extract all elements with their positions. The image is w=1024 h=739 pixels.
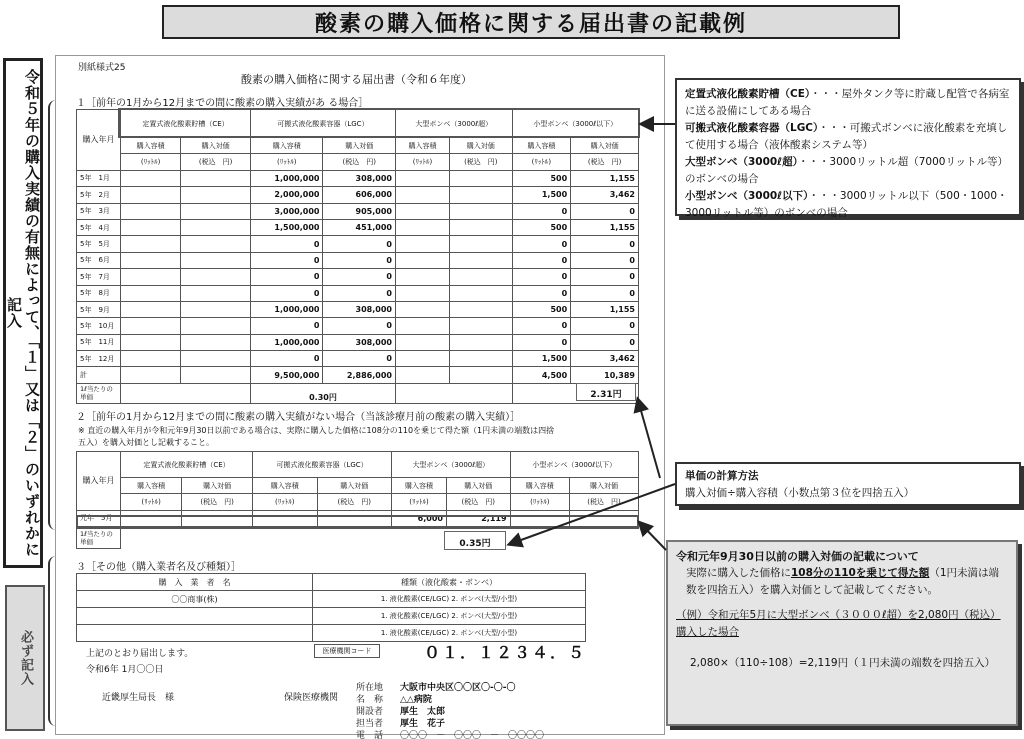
month-cell: 5年 6月: [77, 252, 121, 268]
header-vol-unit: (ﾘｯﾄﾙ): [250, 154, 323, 170]
type-small-title: 小型ボンベ（3000ℓ以下）: [685, 190, 809, 202]
type-option-3: 1. 液化酸素(CE/LGC) 2. ボンベ(大型/小型): [313, 625, 586, 642]
header-price: 購入対価: [571, 138, 639, 154]
founder-value: 厚生 太郎: [400, 707, 446, 717]
month-cell: 5年 7月: [77, 269, 121, 285]
header-vol-unit: (ﾘｯﾄﾙ): [121, 154, 181, 170]
s2-large-vol: 6,000: [392, 510, 447, 526]
header-vol: 購入容積: [253, 478, 317, 494]
small-vol-cell: 1,500: [512, 187, 571, 203]
form-title: 酸素の購入価格に関する届出書（令和６年度）: [241, 73, 472, 86]
left-label-required-text: 必ず記入: [18, 630, 33, 686]
lgc-vol-cell: 1,000,000: [250, 301, 323, 317]
institution-label: 保険医療機関: [284, 693, 339, 703]
month-cell: 5年 9月: [77, 301, 121, 317]
month-cell: 計: [77, 367, 121, 383]
type-lgc-title: 可搬式液化酸素容器（LGC）: [685, 122, 819, 134]
header-small: 小型ボンベ（3000ℓ以下）: [510, 452, 638, 478]
lgc-vol-cell: 1,000,000: [250, 334, 323, 350]
small-price-cell: 1,155: [571, 219, 639, 235]
small-vol-cell: 0: [512, 318, 571, 334]
header-lgc: 可搬式液化酸素容器（LGC）: [250, 110, 395, 138]
section-2-note-line2: 五入）を購入対価とし記載すること。: [78, 438, 214, 447]
reiwa-formula: 2,080×（110÷108）=2,119円（１円未満の端数を四捨五入）: [690, 657, 996, 669]
small-vol-cell: 0: [512, 252, 571, 268]
addr-value: 大阪市中央区〇〇区〇-〇-〇: [400, 683, 516, 693]
header-price: 購入対価: [450, 138, 513, 154]
code-label: 医療機関コード: [314, 644, 380, 658]
small-vol-cell: 0: [512, 285, 571, 301]
small-vol-cell: 500: [512, 219, 571, 235]
header-ce: 定置式液化酸素貯槽（CE）: [121, 110, 251, 138]
lgc-vol-cell: 0: [250, 318, 323, 334]
header-ce: 定置式液化酸素貯槽（CE）: [121, 452, 253, 478]
lgc-vol-cell: 0: [250, 351, 323, 367]
arrow-reiwa: [640, 523, 666, 550]
s2-unit-price-box: 0.35円: [444, 531, 506, 550]
lgc-vol-cell: 1,500,000: [250, 219, 323, 235]
type-option-2: 1. 液化酸素(CE/LGC) 2. ボンベ(大型/小型): [313, 608, 586, 625]
small-vol-cell: 0: [512, 236, 571, 252]
month-cell: 5年 8月: [77, 285, 121, 301]
form-number: 別紙様式25: [78, 63, 126, 73]
header-price-unit: (税込 円): [446, 494, 510, 510]
addressee: 近畿厚生局長 様: [102, 693, 175, 703]
header-price-unit: (税込 円): [450, 154, 513, 170]
left-label-main-text: 令和５年の購入実績の有無によって、「１」又は「２」のいずれかに記入: [5, 68, 41, 558]
type-ce-title: 定置式液化酸素貯槽（CE）: [685, 88, 811, 100]
header-price-unit: (税込 円): [181, 154, 251, 170]
header-price: 購入対価: [570, 478, 639, 494]
section-1-heading: １［前年の1月から12月までの間に酸素の購入実績があ る場合］: [76, 98, 369, 109]
lgc-vol-cell: 0: [250, 236, 323, 252]
lgc-price-cell: 2,886,000: [323, 367, 396, 383]
lgc-price-cell: 308,000: [323, 301, 396, 317]
reiwa-body-b: 108分の110を乗じて得た額: [791, 567, 930, 579]
header-price: 購入対価: [317, 478, 392, 494]
calc-body: 購入対価÷購入容積（小数点第３位を四捨五入）: [685, 487, 915, 499]
header-vol: 購入容積: [392, 478, 447, 494]
type-header: 種類（液化酸素・ボンベ）: [313, 574, 586, 591]
statement: 上記のとおり届出します。: [86, 649, 194, 659]
month-cell: 5年 5月: [77, 236, 121, 252]
type-small-desc: ・・・3000リットル以下（500・1000・3000リットル等）のボンベの場合: [685, 190, 1008, 219]
lgc-vol-cell: 0: [250, 269, 323, 285]
header-price: 購入対価: [181, 138, 251, 154]
month-cell: 5年 12月: [77, 351, 121, 367]
month-cell: 5年 10月: [77, 318, 121, 334]
header-vol: 購入容積: [250, 138, 323, 154]
reiwa-title: 令和元年9月30日以前の購入対価の記載について: [676, 550, 919, 563]
header-month: 購入年月: [77, 452, 121, 511]
header-price-unit: (税込 円): [182, 494, 253, 510]
reiwa-example: （例）令和元年5月に大型ボンベ（３０００ℓ超）を2,080円（税込）購入した場合: [676, 609, 1001, 638]
institution-code: ０１．１２３４．５: [424, 643, 587, 662]
header-vol-unit: (ﾘｯﾄﾙ): [510, 494, 570, 510]
month-cell: 5年 4月: [77, 219, 121, 235]
lgc-vol-cell: 3,000,000: [250, 203, 323, 219]
section-2-heading: ２［前年の1月から12月までの間に酸素の購入実績がない場合（当該診療月前の酸素の購入実績）］: [76, 412, 521, 423]
reiwa-body-a: 実際に購入した価格に: [686, 567, 791, 579]
header-vol-unit: (ﾘｯﾄﾙ): [253, 494, 317, 510]
arrow-calc-up: [638, 400, 660, 478]
header-vol: 購入容積: [512, 138, 571, 154]
page-banner-title: 酸素の購入価格に関する届出書の記載例: [162, 5, 900, 39]
lgc-price-cell: 0: [323, 252, 396, 268]
type-option-1: 1. 液化酸素(CE/LGC) 2. ボンベ(大型/小型): [313, 591, 586, 608]
vendor-name: 〇〇商事(株): [77, 591, 313, 608]
vendor-header: 購 入 業 者 名: [77, 574, 313, 591]
submission-date: 令和6年 1月〇〇日: [86, 665, 164, 675]
lgc-price-cell: 308,000: [323, 170, 396, 186]
s2-unit-label: 1ℓ当たりの単価: [77, 527, 121, 549]
header-vol: 購入容積: [510, 478, 570, 494]
small-price-cell: 0: [571, 318, 639, 334]
lgc-price-cell: 0: [323, 269, 396, 285]
month-cell: 5年 3月: [77, 203, 121, 219]
lgc-price-cell: 308,000: [323, 334, 396, 350]
unit-price-small-box: 2.31円: [576, 383, 636, 401]
header-large: 大型ボンベ（3000ℓ超）: [392, 452, 510, 478]
header-price-unit: (税込 円): [317, 494, 392, 510]
lgc-vol-cell: 1,000,000: [250, 170, 323, 186]
small-price-cell: 1,155: [571, 170, 639, 186]
type-large-desc: ・・・3000リットル超（7000リットル等）のボンベの場合: [685, 156, 1009, 185]
small-price-cell: 0: [571, 252, 639, 268]
lgc-price-cell: 0: [323, 351, 396, 367]
tel-value: 〇〇〇 － 〇〇〇 － 〇〇〇〇: [400, 731, 545, 739]
addr-label: 所在地: [356, 683, 384, 693]
small-vol-cell: 500: [512, 301, 571, 317]
lgc-price-cell: 451,000: [323, 219, 396, 235]
small-price-cell: 10,389: [571, 367, 639, 383]
small-vol-cell: 0: [512, 203, 571, 219]
person-value: 厚生 花子: [400, 719, 446, 729]
header-price: 購入対価: [323, 138, 396, 154]
lgc-price-cell: 0: [323, 285, 396, 301]
small-price-cell: 3,462: [571, 351, 639, 367]
header-price-unit: (税込 円): [571, 154, 639, 170]
header-vol-unit: (ﾘｯﾄﾙ): [512, 154, 571, 170]
small-price-cell: 0: [571, 269, 639, 285]
header-vol-unit: (ﾘｯﾄﾙ): [395, 154, 449, 170]
small-price-cell: 0: [571, 203, 639, 219]
lgc-vol-cell: 2,000,000: [250, 187, 323, 203]
name-label: 名 称: [356, 695, 384, 705]
month-cell: 5年 11月: [77, 334, 121, 350]
type-lgc-desc: ・・・可搬式ボンベに液化酸素を充填して使用する場合（液体酸素システム等）: [685, 122, 1008, 151]
person-label: 担当者: [356, 719, 384, 729]
header-lgc: 可搬式液化酸素容器（LGC）: [253, 452, 392, 478]
calc-title: 単価の計算方法: [685, 470, 759, 482]
month-cell: 5年 1月: [77, 170, 121, 186]
lgc-vol-cell: 0: [250, 252, 323, 268]
tel-label: 電 話: [356, 731, 384, 739]
s2-large-price: 2,119: [446, 510, 510, 526]
small-price-cell: 0: [571, 285, 639, 301]
header-vol: 購入容積: [121, 478, 182, 494]
lgc-price-cell: 905,000: [323, 203, 396, 219]
lgc-vol-cell: 9,500,000: [250, 367, 323, 383]
type-large-title: 大型ボンベ（3000ℓ超）: [685, 156, 798, 168]
header-price: 購入対価: [182, 478, 253, 494]
founder-label: 開設者: [356, 707, 384, 717]
header-month: 購入年月: [77, 110, 121, 171]
small-price-cell: 3,462: [571, 187, 639, 203]
header-small: 小型ボンベ（3000ℓ以下）: [512, 110, 638, 138]
lgc-price-cell: 0: [323, 318, 396, 334]
small-vol-cell: 0: [512, 334, 571, 350]
section-2-note-line1: ※ 直近の購入年月が令和元年9月30日以前である場合は、実際に購入した価格に108分の110を乗じて得た額（1円未満の端数は四捨: [78, 426, 555, 435]
small-price-cell: 1,155: [571, 301, 639, 317]
lgc-price-cell: 0: [323, 236, 396, 252]
name-value: △△病院: [400, 695, 432, 705]
s2-month: 元年 5月: [77, 510, 121, 526]
header-price-unit: (税込 円): [323, 154, 396, 170]
header-vol: 購入容積: [121, 138, 181, 154]
header-vol-unit: (ﾘｯﾄﾙ): [121, 494, 182, 510]
small-vol-cell: 500: [512, 170, 571, 186]
month-cell: 5年 2月: [77, 187, 121, 203]
unit-price-lgc: 0.30円: [250, 383, 395, 403]
lgc-price-cell: 606,000: [323, 187, 396, 203]
type-ce-desc: ・・・屋外タンク等に貯蔵し配管で各病室に送る設備にしてある場合: [685, 88, 1010, 117]
small-price-cell: 0: [571, 334, 639, 350]
header-vol: 購入容積: [395, 138, 449, 154]
section-3-heading: ３［その他（購入業者名及び種類）］: [76, 562, 241, 573]
unit-label: 1ℓ当たりの単価: [77, 383, 121, 403]
header-price: 購入対価: [446, 478, 510, 494]
reiwa-body-c: （1円未満は端数を四捨五入）を購入対価として記載してください。: [686, 567, 1000, 596]
small-vol-cell: 4,500: [512, 367, 571, 383]
header-large: 大型ボンベ（3000ℓ超）: [395, 110, 512, 138]
small-vol-cell: 0: [512, 269, 571, 285]
small-price-cell: 0: [571, 236, 639, 252]
header-vol-unit: (ﾘｯﾄﾙ): [392, 494, 447, 510]
lgc-vol-cell: 0: [250, 285, 323, 301]
small-vol-cell: 1,500: [512, 351, 571, 367]
header-price-unit: (税込 円): [570, 494, 639, 510]
